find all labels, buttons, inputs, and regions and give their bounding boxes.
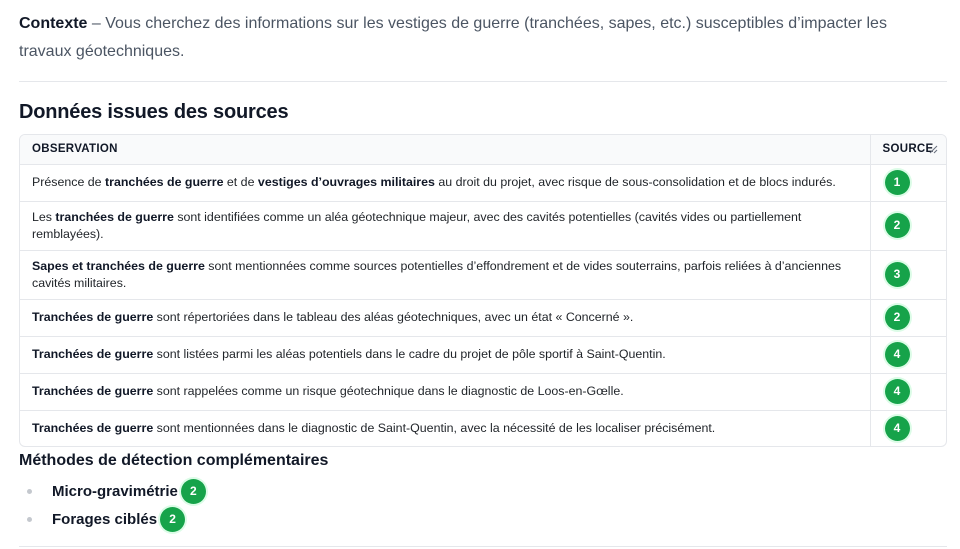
methods-title: Méthodes de détection complémentaires	[19, 452, 329, 469]
observation-cell	[20, 299, 870, 336]
method-label: Micro-gravimétrie	[52, 482, 178, 500]
column-header-source	[870, 135, 946, 164]
source-cell	[870, 250, 946, 299]
context-label: Contexte	[19, 15, 88, 32]
source-badge[interactable]: 3	[885, 262, 910, 287]
source-badge[interactable]: 4	[885, 379, 910, 404]
method-item	[19, 477, 206, 505]
emphasis-text: Tranchées de guerre	[32, 347, 154, 361]
context-text: – Vous cherchez des informations sur les vestiges de guerre (tranchées, sapes, etc.) susceptibles d’impacter les travaux géotechniques.	[19, 15, 887, 60]
method-item	[19, 505, 206, 533]
observation-text: sont mentionnées dans le diagnostic de Saint-Quentin, avec la nécessité de les localiser précisément.	[153, 421, 716, 436]
source-cell	[870, 373, 946, 410]
observation-text: sont mentionnées comme sources potentielles d’effondrement et de vides souterrains, parfois reliées à d’anciennes cavités militaires.	[32, 258, 842, 290]
emphasis-text: Tranchées de guerre	[32, 384, 154, 398]
source-badge[interactable]: 2	[885, 213, 910, 238]
source-badge[interactable]: 4	[885, 342, 910, 367]
source-cell	[870, 201, 946, 250]
column-header-source-label: SOURCE	[882, 143, 934, 156]
table-row	[20, 373, 946, 410]
emphasis-text: tranchées de guerre	[55, 209, 174, 224]
source-cell	[870, 299, 946, 336]
resize-handle-icon[interactable]	[929, 145, 938, 154]
observation-cell	[20, 336, 870, 373]
methods-list	[19, 477, 206, 533]
method-label: Forages ciblés	[52, 510, 158, 528]
source-badge[interactable]: 2	[181, 479, 206, 504]
observations-table	[19, 134, 947, 447]
bullet-icon	[27, 489, 32, 494]
observation-cell	[20, 373, 870, 410]
table-row	[20, 250, 946, 299]
table-row	[20, 299, 946, 336]
source-badge[interactable]: 4	[885, 416, 910, 441]
source-cell	[870, 410, 946, 447]
source-badge[interactable]: 2	[885, 305, 910, 330]
source-badge[interactable]: 2	[160, 507, 185, 532]
table-row	[20, 410, 946, 447]
bullet-icon	[27, 517, 32, 522]
observation-text: sont répertoriées dans le tableau des aléas géotechniques, avec un état « Concerné ».	[153, 310, 634, 324]
observation-text: au droit du projet, avec risque de sous-consolidation et de blocs indurés.	[434, 175, 836, 189]
context-paragraph	[19, 10, 934, 66]
divider-bottom	[19, 546, 947, 547]
source-badge[interactable]: 1	[885, 170, 910, 195]
source-cell	[870, 336, 946, 373]
observation-cell	[20, 164, 870, 201]
table-row	[20, 336, 946, 373]
observation-text: Les	[32, 209, 56, 224]
divider-top	[19, 81, 947, 82]
emphasis-text: Tranchées de guerre	[32, 310, 154, 324]
source-cell	[870, 164, 946, 201]
observation-text: Présence de	[32, 175, 106, 189]
emphasis-text: Tranchées de guerre	[32, 421, 154, 436]
emphasis-text: vestiges d’ouvrages militaires	[257, 175, 435, 189]
observation-text: et de	[223, 175, 258, 189]
table-row	[20, 164, 946, 201]
emphasis-text: Sapes et tranchées de guerre	[32, 258, 205, 273]
observation-text: sont rappelées comme un risque géotechnique dans le diagnostic de Loos-en-Gœlle.	[153, 384, 624, 398]
table-row	[20, 201, 946, 250]
observation-text: sont listées parmi les aléas potentiels dans le cadre du projet de pôle sportif à Saint-Quentin.	[153, 347, 666, 361]
observation-text: sont identifiées comme un aléa géotechnique majeur, avec des cavités potentielles (cavités vides ou partiellement remblayées).	[32, 209, 802, 241]
section-title: Données issues des sources	[19, 101, 289, 123]
table-header-row	[20, 135, 946, 164]
observation-cell	[20, 250, 870, 299]
emphasis-text: tranchées de guerre	[105, 175, 224, 189]
observation-cell	[20, 201, 870, 250]
column-header-observation: OBSERVATION	[20, 135, 870, 164]
observation-cell	[20, 410, 870, 447]
